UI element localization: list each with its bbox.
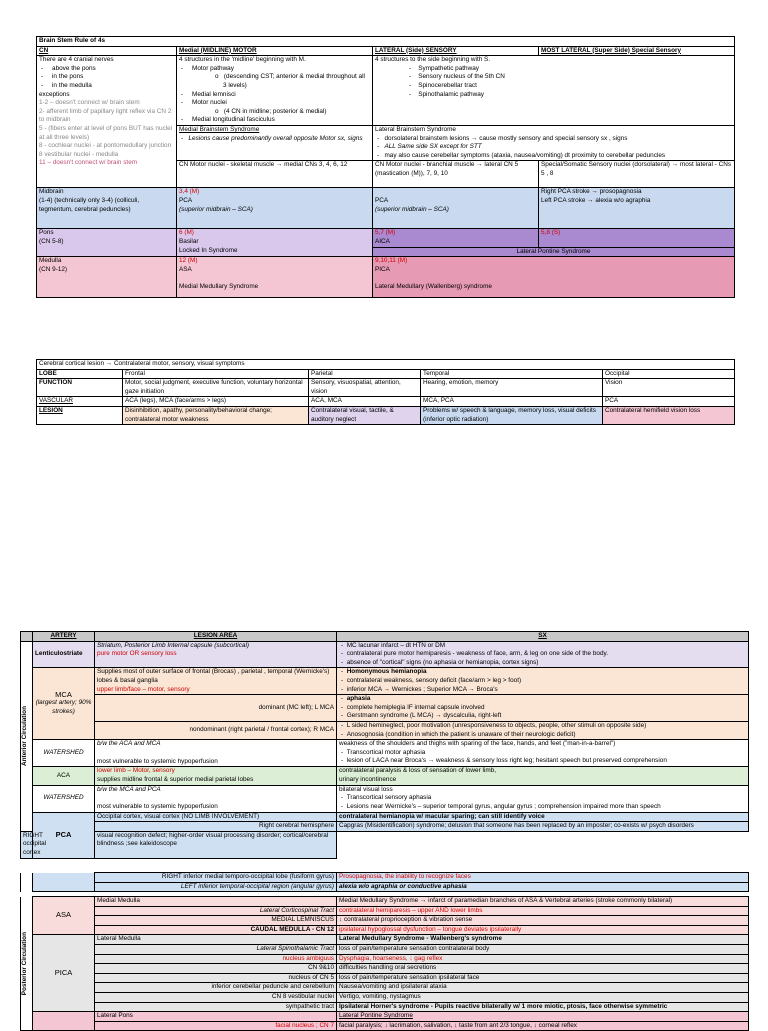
pons-medial (177, 229, 373, 257)
pca-sx: alexia w/o agraphia or conductive aphasia (337, 882, 749, 892)
mca-nondominant: nondominant (right parietal / frontal cortex); R MCA (95, 721, 337, 739)
artery-table (20, 631, 749, 859)
watershed2-lesion: b/w the MCA and PCA most vulnerable to systemic hypoperfusion (95, 785, 337, 812)
midbrain-medial-note: (superior midbrain – SCA) (179, 205, 253, 213)
cell: Hearing, emotion, memory (421, 379, 603, 397)
pons-medial-cn: 6 (M) (179, 229, 194, 237)
cn-intro: There are 4 cranial nerves (39, 56, 114, 64)
header-lobe: LOBE (37, 369, 123, 379)
cell: Vision (603, 379, 735, 397)
cortical-title: Cerebral cortical lesion → Contralateral motor, sensory, visual symptoms (37, 360, 735, 370)
watershed1-sx: weakness of the shoulders and thighs with sparing of the face, hands, and feet ("man-in-a-barrel") - Transcortical motor aphasia - lesion of LACA near Broca's → weakness & sensory loss right leg; hesitant speech but preserved comprehension (337, 740, 749, 767)
aica-sx: Lateral Pontine Syndrome (337, 1012, 749, 1022)
artery-table-continued (20, 872, 749, 892)
pca-lesion: Right cerebral hemisphere (95, 822, 337, 832)
medial-structures (177, 56, 373, 126)
pons-label-cell (37, 229, 177, 257)
pca-sx: contralateral hemianopia w/ macular sparing; can still identify voice (337, 812, 749, 822)
mca-nondominant-sx: - L sided hemineglect, poor motivation (unresponsiveness to objects, people, other stimuli on opposite side) - Anosognosia (condition in which the patient is unaware of their neurologic deficit) (337, 721, 749, 739)
lateral-syndrome-item: - may also cause cerebellar symptoms (ataxia, nausea/vomiting) dt proximity to cerebellar peduncles (377, 151, 666, 159)
header-occipital: Occipital (603, 369, 735, 379)
pica-sx: Lateral Medullary Syndrome - Wallenberg's syndrome (337, 935, 749, 945)
cell: ACA (legs), MCA (face/arms > legs) (123, 397, 309, 407)
pica-sx: Nausea/vomiting and ipsilateral ataxia (337, 983, 749, 993)
pica-lesion: CN 8 vestibular nuclei (95, 992, 337, 1002)
cn-note: 5 - (fibers enter at level of pons BUT has nuclei at all three levels) (39, 124, 173, 141)
lateral-intro: 4 structures to the side beginning with S. (375, 56, 491, 64)
medial-item: - Medial lemnisci (181, 90, 236, 98)
pons-lateral-artery: AICA (375, 237, 390, 245)
cn-list-item: - above the pons (41, 64, 96, 72)
midbrain-lateral-artery: PCA (375, 197, 389, 205)
cortical-table (36, 359, 735, 425)
midbrain-most-lateral (539, 188, 735, 229)
asa-row (21, 897, 749, 907)
pica-sx: Dysphagia, hoarseness, ↓ gag reflex (337, 954, 749, 964)
medial-syndrome-title: Medial Brainstem Syndrome (179, 125, 260, 133)
midbrain-row (37, 188, 735, 229)
watershed2-sx: bilateral visual loss - Transcortical sensory aphasia - Lesions near Wernicke's – superior temporal gyrus, angular gyrus ; comprehension impaired more than speech (337, 785, 749, 812)
pca-lesion: RIGHT occipital cortex (21, 831, 33, 858)
lateral-item: - Sympathetic pathway (409, 64, 479, 72)
medulla-lateral (373, 257, 735, 298)
pons-medial-artery: Basilar (179, 237, 199, 245)
midbrain-label-cell (37, 188, 177, 229)
medulla-medial-artery: ASA (179, 265, 192, 273)
cn-list-item: - in the medulla (41, 81, 92, 89)
cn-note: 2- afferent limb of papillary light reflex via CN 2 to midbrain (39, 107, 172, 124)
pica-sx: Vertigo, vomiting, nystagmus (337, 992, 749, 1002)
left-pca-stroke: Left PCA stroke → alexia w/o agraphia (541, 196, 651, 204)
lateral-syndrome-item: - ALL Same side SX except for STT (377, 143, 482, 151)
cell: Motor, social judgment, executive function, voluntary horizontal gaze initiation (123, 379, 309, 397)
header-artery: ARTERY (33, 632, 95, 642)
pons-row (37, 229, 735, 247)
medial-subitem: o (descending CST; anterior & medial throughout all 3 levels) (215, 73, 365, 89)
medial-item: - Motor nuclei (181, 99, 227, 107)
asa-sx: ipsilateral hypoglossal dysfunction – tongue deviates ipsilaterally (337, 925, 749, 935)
midbrain-lateral (373, 188, 539, 229)
cn-list-item: - in the pons (41, 73, 84, 81)
medial-syndrome-cell (177, 125, 373, 160)
mca-dominant: dominant (MC left); L MCA (95, 695, 337, 722)
medulla-row (37, 257, 735, 298)
medulla-label: Medulla (39, 257, 62, 265)
medial-item: - Medial longitudinal fasciculus (181, 116, 275, 124)
cn-exceptions: exceptions (39, 90, 70, 98)
cell: Sensory, visuospatial, attention, vision (309, 379, 421, 397)
aca-label: ACA (33, 767, 95, 785)
header-parietal: Parietal (309, 369, 421, 379)
mca-label-cell: MCA (largest artery; 90% strokes) (33, 668, 95, 740)
midbrain-medial-artery: PCA (179, 196, 193, 204)
mca-sx: - Homonymous hemianopia - contralateral weakness, sensory deficit (face/arm > leg > foot) - inferior MCA → Wernickes ; Superior MCA → Broca's (337, 668, 749, 695)
lateral-pontine-syndrome: Lateral Pontine Syndrome (373, 247, 735, 257)
header-lesion: LESION AREA (95, 632, 337, 642)
watershed1-label: WATERSHED (33, 740, 95, 767)
right-pca-stroke: Right PCA stroke → prosopagnosia (541, 188, 642, 196)
medulla-medial-cn: 12 (M) (179, 257, 198, 265)
medulla-lateral-artery: PICA (375, 265, 390, 273)
lenticulostriate-label: Lenticulostriate (33, 641, 95, 668)
brainstem-title: Brain Stem Rule of 4s (37, 37, 735, 47)
pons-sub: (CN 5-8) (39, 237, 64, 245)
midbrain-lateral-note: (superior midbrain – SCA) (375, 205, 449, 213)
cn-branchial-cell: CN Motor nuclei - branchial muscle → lateral CN 5 (mastication (M)), 7, 9, 10 (373, 161, 539, 188)
cell: ACA, MCA (309, 397, 421, 407)
midbrain-label: Midbrain (39, 188, 64, 196)
asa-lesion: Medial Medulla (95, 897, 337, 907)
aica-lesion: Lateral Pons (95, 1012, 337, 1022)
medulla-sub: (CN 9-12) (39, 265, 68, 273)
row-label-lesion: LESION (37, 406, 123, 424)
lenticulostriate-sx: - MC lacunar infarct – dt HTN or DM - contralateral pure motor hemiparesis - weakness of face, arm, & leg on one side of the body. - absence of "cortical" signs (no aphasia or hemianopia, cortex signs) (337, 641, 749, 668)
lateral-medullary-syndrome: Lateral Medullary (Wallenberg) syndrome (375, 283, 492, 291)
pica-lesion: Lateral Medulla (95, 935, 337, 945)
aca-sx: contralateral paralysis & loss of sensation of lower limb, urinary incontinence (337, 767, 749, 785)
cell: PCA (603, 397, 735, 407)
watershed1-lesion: b/w the ACA and MCA most vulnerable to systemic hypoperfusion (95, 740, 337, 767)
lateral-item: - Spinocerebellar tract (409, 81, 477, 89)
posterior-circulation-label: Posterior Circulation (21, 897, 33, 1031)
cell: Contralateral hemifield vision loss (603, 406, 735, 424)
pca-lesion: LEFT inferior temporal-occipital region (angular gyrus) (95, 882, 337, 892)
lenticulostriate-row (21, 641, 749, 668)
pica-sx: loss of pain/temperature sensation ipsilateral face (337, 973, 749, 983)
medulla-label-cell (37, 257, 177, 298)
aica-label (33, 1012, 95, 1031)
cn-cell (37, 56, 177, 188)
pca-sx: Prosopagnosia, the inability to recognize faces (337, 873, 749, 883)
header-cn: CN (37, 46, 177, 56)
asa-lesion: CAUDAL MEDULLA - CN 12 (95, 925, 337, 935)
pica-sx: difficulties handling oral secretions (337, 964, 749, 974)
asa-sx: ↓ contralateral proprioception & vibration sense (337, 916, 749, 926)
pons-most-cn: 5,8 (S) (541, 229, 561, 237)
pons-label: Pons (39, 229, 54, 237)
cn-note-11: 11 – doesn't connect w/ brain stem (39, 159, 138, 167)
mca-dominant-sx: - aphasia - complete hemiplegia IF internal capsule involved - Gerstmann syndrome (L MCA) → dyscalculia, right-left (337, 695, 749, 722)
locked-in-syndrome: Locked In Syndrome (179, 246, 238, 254)
pica-lesion: nucleus ambiguus (95, 954, 337, 964)
lateral-item: - Sensory nucleus of the 5th CN (409, 73, 505, 81)
pca-sx: visual recognition defect; higher-order visual processing disorder; cortical/cerebral blindness ;see kaleidoscope (95, 831, 337, 858)
pica-lesion: inferior cerebellar peduncle and cerebellum (95, 983, 337, 993)
row-label-function: FUNCTION (37, 379, 123, 397)
pica-sx: loss of pain/temperature sensation contralateral body (337, 944, 749, 954)
midbrain-sub: (1-4) (technically only 3-4) (colliculi, tegmentum, cerebral peduncles) (39, 196, 140, 213)
lateral-item: - Spinothalamic pathway (409, 90, 484, 98)
pca-row (21, 812, 749, 822)
pca-lesion: RIGHT inferior medial temporo-occipital lobe (fusiform gyrus) (95, 873, 337, 883)
pca-lesion: Occipital cortex, visual cortex (NO LIMB INVOLVEMENT) (95, 812, 337, 822)
medial-subitem: o (4 CN in midline; posterior & medial) (215, 107, 327, 115)
pica-label: PICA (33, 935, 95, 1012)
aca-row (21, 767, 749, 785)
medulla-medial (177, 257, 373, 298)
lateral-syndrome-item: - dorsolateral brainstem lesions → cause mostly sensory and special sensory sx , signs (377, 134, 628, 142)
header-most-lateral: MOST LATERAL (Super Side) Special Sensory (539, 46, 735, 56)
cn-note: 8 vestibular nuclei - medulla (39, 150, 119, 158)
pica-sx: Ipsilateral Horner's syndrome - Pupils reactive bilaterally w/ 1 more miotic, ptosis, face otherwise symmetric (337, 1002, 749, 1012)
mca-row (21, 668, 749, 695)
asa-sx: Medial Medullary Syndrome → infarct of paramedian branches of ASA & Vertebral arteries (stroke commonly bilateral) (337, 897, 749, 907)
cn-motor-cell: CN Motor nuclei - skeletal muscle → medial CNs 3, 4, 6, 12 (177, 161, 373, 188)
header-frontal: Frontal (123, 369, 309, 379)
aca-lesion: lower limb – Motor, sensory supplies midline frontal & superior medial parietal lobes (95, 767, 337, 785)
midbrain-medial (177, 188, 373, 229)
cell: Problems w/ speech & language, memory loss, visual deficits (inferior optic radiation) (421, 406, 603, 424)
cell: Contralateral visual, tactile, & auditory neglect (309, 406, 421, 424)
cell: Disinhibition, apathy, personality/behavioral change; contralateral motor weakness (123, 406, 309, 424)
midbrain-medial-cn: 3,4 (M) (179, 188, 200, 196)
mca-lesion: Supplies most of outer surface of frontal (Brocas) , parietal , temporal (Wernicke's) lobes & basal ganglia upper limb/face – motor, sensory (95, 668, 337, 695)
pica-lesion: sympathetic tract (95, 1002, 337, 1012)
medial-intro: 4 structures in the 'midline' beginning with M. (179, 56, 306, 64)
asa-lesion: MEDIAL LEMNISCUS (95, 916, 337, 926)
lateral-structures (373, 56, 735, 126)
pca-label: PCA (33, 812, 95, 858)
brainstem-table (36, 36, 735, 298)
lateral-syndrome-cell (373, 125, 735, 160)
aica-row (21, 1012, 749, 1022)
medial-medullary-syndrome: Medial Medullary Syndrome (179, 283, 259, 291)
pica-row (21, 935, 749, 945)
header-sx: SX (337, 632, 749, 642)
special-somatic-cell: Special/Somatic Sensory nuclei (dorsolateral) → most lateral - CNs 5 , 8 (539, 161, 735, 188)
watershed2-label: WATERSHED (33, 785, 95, 812)
pica-lesion: Lateral Spinothalamic Tract (95, 944, 337, 954)
header-medial: Medial (MIDLINE) MOTOR (177, 46, 373, 56)
pca-sx: Capgras (Misidentification) syndrome; delusion that someone has been replaced by an imposter; co-exists w/ psych disorders (337, 822, 749, 832)
watershed1-row (21, 740, 749, 767)
cn-note: 8 - cochlear nuclei - at pontomedullary junction (39, 142, 172, 150)
anterior-circulation-label: Anterior Circulation (21, 641, 33, 831)
medial-syndrome-text: - Lesions cause predominantly overall opposite Motor sx, signs (181, 134, 363, 142)
header-temporal: Temporal (421, 369, 603, 379)
cell: MCA, PCA (421, 397, 603, 407)
pica-lesion: CN 9&10 (95, 964, 337, 974)
artery-table-posterior (20, 896, 749, 1031)
aica-lesion: facial nucleus ; CN 7 (95, 1021, 337, 1031)
header-lateral: LATERAL (Side) SENSORY (373, 46, 539, 56)
asa-label: ASA (33, 897, 95, 935)
pons-lateral-cn: 5,7 (M) (375, 229, 396, 237)
aica-sx: facial paralysis; ↓ lacrimation, salivation, ↓ taste from ant 2/3 tongue, ↓ corneal reflex (337, 1021, 749, 1031)
pica-lesion: nucleus of CN 5 (95, 973, 337, 983)
watershed2-row (21, 785, 749, 812)
pons-lateral (373, 229, 539, 247)
asa-sx: contralateral hemiparesis – upper AND lower limbs (337, 906, 749, 916)
pons-most-lateral (539, 229, 735, 247)
row-label-vascular: VASCULAR (37, 397, 123, 407)
lateral-syndrome-title: Lateral Brainstem Syndrome (375, 125, 456, 133)
asa-lesion: Lateral Corticospinal Tract (95, 906, 337, 916)
medial-item: - Motor pathway (181, 64, 234, 72)
lenticulostriate-lesion: Striatum, Posterior Limb Internal capsule (subcortical) pure motor OR sensory loss (95, 641, 337, 668)
cn-note: 1-2 – doesn't connect w/ brain stem (39, 99, 140, 107)
medulla-lateral-cn: 9,10,11 (M) (375, 257, 408, 265)
